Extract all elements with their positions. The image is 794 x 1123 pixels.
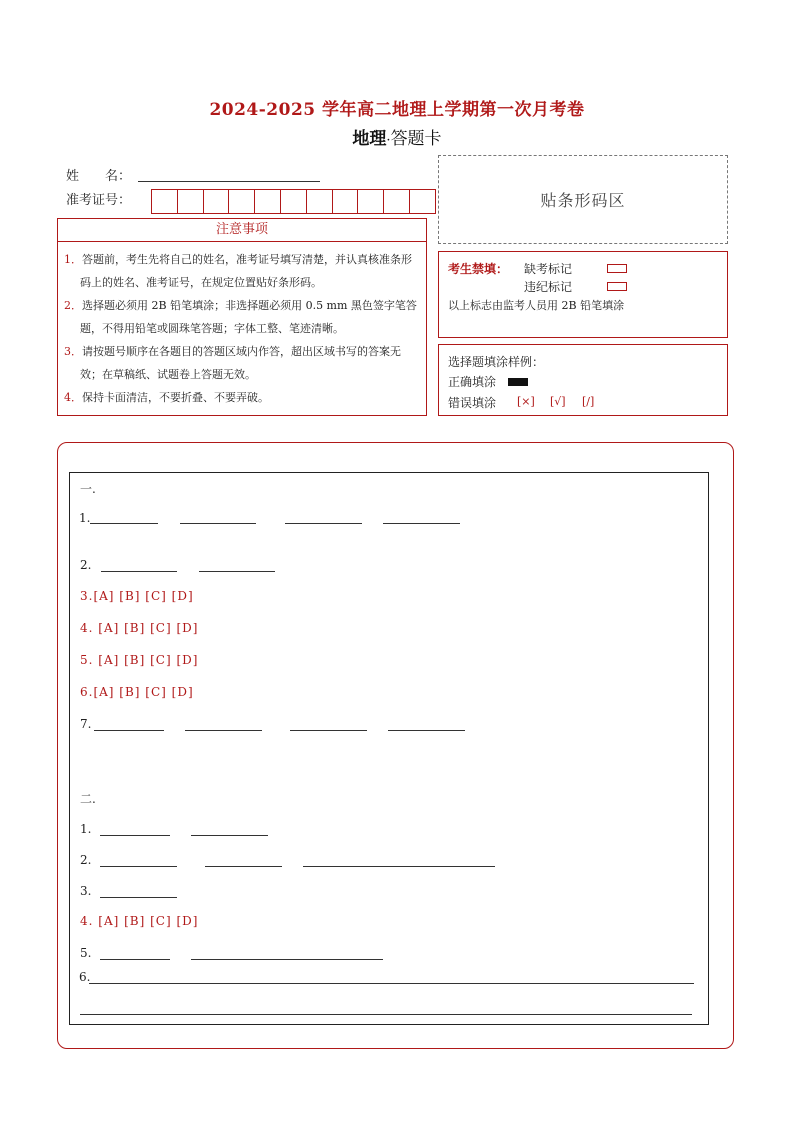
sample-heading: 选择题填涂样例：	[448, 355, 545, 369]
question-number: 7.	[80, 717, 92, 731]
exam-number-label: 准考证号：	[66, 193, 132, 208]
name-field[interactable]	[138, 181, 320, 182]
answer-line[interactable]	[100, 866, 177, 867]
question-number: 1.	[80, 822, 92, 836]
note-number: 3．	[64, 345, 82, 358]
page-subtitle	[0, 124, 794, 149]
exam-number-cell[interactable]	[384, 190, 410, 213]
note-number: 1．	[64, 253, 82, 266]
exam-number-cell[interactable]	[204, 190, 230, 213]
notes-panel	[57, 242, 427, 416]
page-title: 2024-2025 学年高二地理上学期第一次月考卷	[209, 100, 585, 120]
question-number: 6.	[80, 685, 94, 699]
question-number: 3.	[80, 589, 94, 603]
exam-number-cell[interactable]	[229, 190, 255, 213]
choice-options[interactable]: [A] [B] [C] [D]	[93, 685, 194, 699]
question-number: 4.	[80, 621, 94, 635]
exam-number-cell[interactable]	[410, 190, 435, 213]
part-two-label: 二.	[80, 792, 96, 806]
answer-area	[69, 472, 709, 1025]
note-item	[64, 340, 420, 386]
exam-number-cell[interactable]	[307, 190, 333, 213]
answer-line[interactable]	[290, 730, 367, 731]
wrong-mark: [/]	[582, 395, 595, 408]
correct-fill-label: 正确填涂	[448, 375, 497, 389]
exam-number-cell[interactable]	[281, 190, 307, 213]
exam-number-grid[interactable]	[151, 189, 436, 214]
exam-number-cell[interactable]	[358, 190, 384, 213]
answer-line[interactable]	[100, 897, 177, 898]
note-text: 请按题号顺序在各题目的答题区域内作答，超出区域书写的答案无效；在草稿纸、试题卷上答题无效。	[80, 345, 401, 381]
forbid-label: 考生禁填：	[448, 262, 509, 276]
correct-fill-mark	[508, 378, 528, 386]
question-number: 1.	[79, 511, 91, 525]
answer-line[interactable]	[100, 835, 170, 836]
subject-label: 地理	[352, 129, 387, 149]
answer-line[interactable]	[94, 730, 164, 731]
question-number: 5.	[80, 946, 92, 960]
answer-line[interactable]	[383, 523, 460, 524]
choice-options[interactable]: [A] [B] [C] [D]	[98, 914, 199, 928]
answer-line[interactable]	[89, 983, 694, 984]
exam-number-cell[interactable]	[333, 190, 359, 213]
exam-number-cell[interactable]	[178, 190, 204, 213]
wrong-mark: [×]	[517, 395, 535, 408]
choice-options[interactable]: [A] [B] [C] [D]	[98, 621, 199, 635]
question-number: 6.	[79, 970, 91, 984]
question-number: 2.	[80, 558, 92, 572]
note-item	[64, 248, 420, 294]
note-text: 保持卡面清洁，不要折叠、不要弄破。	[82, 391, 269, 404]
note-item	[64, 294, 420, 340]
choice-question	[80, 914, 198, 928]
answer-line[interactable]	[388, 730, 465, 731]
answer-line[interactable]	[191, 959, 383, 960]
wrong-fill-label: 错误填涂	[448, 396, 497, 410]
notes-heading: 注意事项	[57, 218, 427, 242]
fill-sample-panel	[438, 344, 728, 416]
absent-label: 缺考标记	[524, 262, 573, 276]
exam-number-cell[interactable]	[152, 190, 178, 213]
answer-line[interactable]	[185, 730, 262, 731]
choice-question	[80, 589, 194, 603]
answer-line[interactable]	[199, 571, 275, 572]
choice-options[interactable]: [A] [B] [C] [D]	[93, 589, 194, 603]
answer-line[interactable]	[90, 523, 158, 524]
choice-question	[80, 653, 198, 667]
barcode-area	[438, 155, 728, 244]
absent-mark-box[interactable]	[607, 264, 627, 273]
name-label: 姓 名：	[66, 169, 132, 184]
proctor-marks-panel	[438, 251, 728, 338]
question-number: 4.	[80, 914, 94, 928]
choice-question	[80, 685, 194, 699]
answer-line[interactable]	[303, 866, 495, 867]
answer-line[interactable]	[100, 959, 170, 960]
answer-line[interactable]	[205, 866, 282, 867]
note-item	[64, 386, 420, 409]
note-text: 答题前，考生先将自己的姓名，准考证号填写清楚，并认真核准条形码上的姓名、准考证号，在规定位置贴好条形码。	[80, 253, 412, 289]
question-number: 2.	[80, 853, 92, 867]
violation-label: 违纪标记	[524, 280, 573, 294]
choice-options[interactable]: [A] [B] [C] [D]	[98, 653, 199, 667]
choice-question	[80, 621, 198, 635]
card-type-label: 答题卡	[390, 129, 442, 149]
answer-line[interactable]	[180, 523, 256, 524]
part-one-label: 一.	[80, 482, 96, 496]
barcode-label: 贴条形码区	[540, 191, 626, 210]
answer-line[interactable]	[285, 523, 362, 524]
note-text: 选择题必须用 2B 铅笔填涂；非选择题必须用 0.5 mm 黑色签字笔答题，不得用铅笔或圆珠笔答题；字体工整、笔迹清晰。	[80, 299, 417, 335]
answer-line[interactable]	[101, 571, 177, 572]
answer-line[interactable]	[191, 835, 268, 836]
violation-mark-box[interactable]	[607, 282, 627, 291]
question-number: 5.	[80, 653, 94, 667]
question-number: 3.	[80, 884, 92, 898]
forbid-note: 以上标志由监考人员用 2B 铅笔填涂	[448, 299, 625, 312]
note-number: 2．	[64, 299, 82, 312]
subtitle-separator: ·	[386, 133, 391, 148]
note-number: 4．	[64, 391, 82, 404]
wrong-mark: [√]	[550, 395, 566, 408]
exam-number-cell[interactable]	[255, 190, 281, 213]
answer-line[interactable]	[80, 1014, 692, 1015]
